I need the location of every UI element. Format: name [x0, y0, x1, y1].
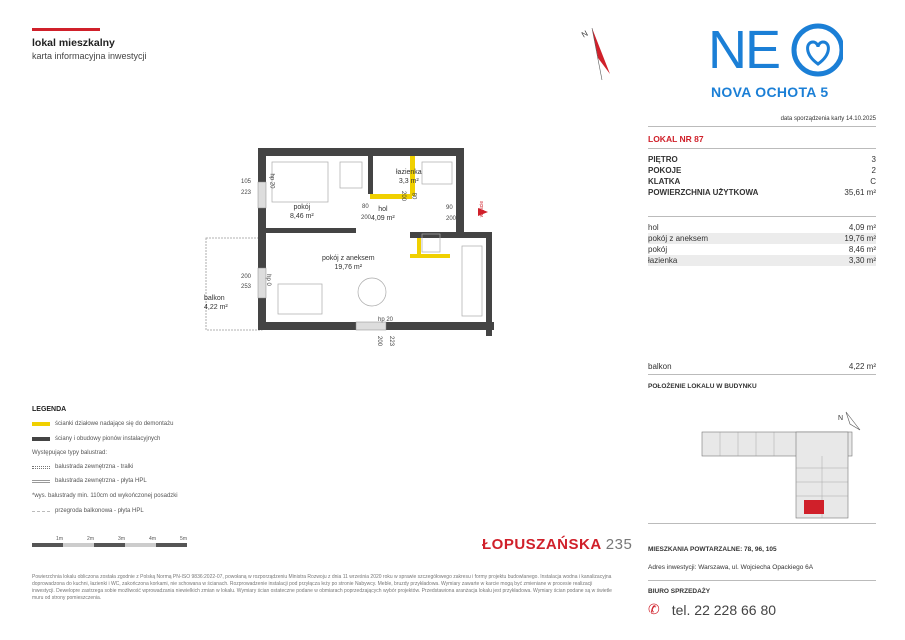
- dim-label: 200: [361, 215, 372, 221]
- page-subtitle: karta informacyjna inwestycji: [32, 51, 147, 61]
- legend-item: balustrada zewnętrzna - płyta HPL: [32, 478, 147, 484]
- unit-title: LOKAL NR 87: [648, 134, 704, 144]
- legend-item: ścianki działowe nadające się do demontażu: [32, 421, 173, 427]
- dim-label: hp 20: [268, 173, 275, 189]
- legend-title: LEGENDA: [32, 406, 67, 413]
- building-position-title: POŁOŻENIE LOKALU W BUDYNKU: [648, 383, 757, 390]
- divider: [648, 126, 876, 127]
- room-label-pokoj-aneks: pokój z aneksem 19,76 m²: [322, 255, 375, 271]
- legend-item: Występujące typy balustrad:: [32, 450, 107, 456]
- spec-rooms: POKOJE 2: [648, 166, 876, 175]
- address: Adres inwestycji: Warszawa, ul. Wojciecha Opackiego 6A: [648, 564, 814, 571]
- dim-label: 223: [388, 335, 395, 347]
- legend-item: *wys. balustrady min. 110cm od wykończonej posadzki: [32, 493, 178, 499]
- dim-label: hp 0: [264, 274, 271, 286]
- divider: [648, 148, 876, 149]
- spec-area: POWIERZCHNIA UŻYTKOWA 35,61 m²: [648, 188, 876, 197]
- scale-bar: [32, 543, 187, 547]
- balcony-outline: [206, 238, 262, 330]
- floor-plan: [200, 142, 510, 352]
- spec-staircase: KLATKA C: [648, 177, 876, 186]
- legend-item: ściany i obudowy pionów instalacyjnych: [32, 436, 160, 442]
- dim-label: 80: [362, 204, 369, 210]
- dim-label: 200: [241, 274, 252, 280]
- divider: [648, 374, 876, 375]
- dim-label: 90: [446, 205, 453, 211]
- dim-label: 253: [241, 284, 252, 290]
- brand-logo: [708, 20, 843, 85]
- dim-label: 105: [241, 179, 252, 185]
- legend-swatch: [32, 480, 50, 483]
- divider: [648, 580, 876, 581]
- balcony-row: balkon 4,22 m²: [648, 362, 876, 371]
- room-row: pokój z aneksem 19,76 m²: [648, 234, 876, 243]
- legend-swatch: [32, 466, 50, 469]
- entry-label: wejście: [479, 200, 486, 218]
- room-row: pokój 8,46 m²: [648, 245, 876, 254]
- brand-name: NOVA OCHOTA 5: [711, 84, 829, 100]
- dim-label: 200: [376, 335, 383, 347]
- north-mini-icon: N: [838, 415, 844, 422]
- repeated-units: MIESZKANIA POWTARZALNE: 78, 96, 105: [648, 546, 777, 553]
- unit-highlight: [804, 500, 824, 514]
- room-row: łazienka 3,30 m²: [648, 256, 876, 265]
- card-date: data sporządzenia karty 14.10.2025: [780, 116, 876, 122]
- dim-label: 200: [400, 190, 407, 202]
- project-logo: ŁOPUSZAŃSKA 235: [482, 536, 633, 553]
- room-label-balkon: balkon 4,22 m²: [204, 295, 228, 311]
- sales-phone[interactable]: ✆ tel. 22 228 66 80: [648, 601, 777, 618]
- divider: [648, 523, 876, 524]
- dim-label: 80: [410, 192, 417, 200]
- legend-swatch: [32, 511, 50, 512]
- legend-item: balustrada zewnętrzna - tralki: [32, 464, 133, 470]
- dim-label: 200: [446, 216, 457, 222]
- legend-swatch: [32, 422, 50, 426]
- disclaimer: Powierzchnia lokalu obliczona została zgodnie z Polską Normą PN-ISO 9836:2022-07, powołaną w rozporządzeniu Ministra Rozwoju z dnia 11 września 2020 roku w sprawie szczegółowego zakresu i formy projektu budowlanego. Instalacja wodna i kanalizacyjna doprowadzona do kuchni, łazienki i WC, zakończona korkami, nie schowana w ścianach. Rozprowadzenie instalacji pod przyłącza leży po stronie Nabywcy. Meble, bruzdy przykładowa. Wymiary zawarte w karcie mogą być zmieniane w procesie realizacji inwestycji. Dewelopre zastrzega sobie możliwość wprowadzania niewielkich zmian w lokalu. Wymiary ścian ostateczne podane w obmiarach poprzedzających wybór projektów. Przedstawiona aranżacja lokalu jest przykładowa. Wymiary ścian podane są w świetle muru od strony pomieszczenia.: [32, 574, 612, 601]
- header-accent-bar: [32, 28, 100, 31]
- svg-text:N: N: [580, 28, 590, 40]
- scale-labels: 1m 2m 3m 4m 5m: [56, 536, 187, 542]
- room-row: hol 4,09 m²: [648, 223, 876, 232]
- legend-swatch: [32, 437, 50, 441]
- north-arrow-icon: [580, 24, 620, 84]
- spec-floor: PIĘTRO 3: [648, 155, 876, 164]
- room-label-lazienka: łazienka 3,3 m²: [396, 169, 422, 185]
- dim-label: 223: [241, 190, 252, 196]
- phone-icon: ✆: [648, 601, 660, 617]
- room-label-pokoj: pokój 8,46 m²: [290, 204, 314, 220]
- divider: [648, 216, 876, 217]
- sales-title: BIURO SPRZEDAŻY: [648, 588, 711, 595]
- building-plan: [700, 408, 865, 520]
- room-label-hol: hol 4,09 m²: [371, 206, 395, 222]
- svg-text:NE: NE: [708, 20, 780, 80]
- dim-label: hp 20: [378, 317, 394, 323]
- legend-item: przegroda balkonowa - płyta HPL: [32, 508, 144, 514]
- neo-logo-icon: [708, 20, 843, 80]
- page-title: lokal mieszkalny: [32, 37, 115, 49]
